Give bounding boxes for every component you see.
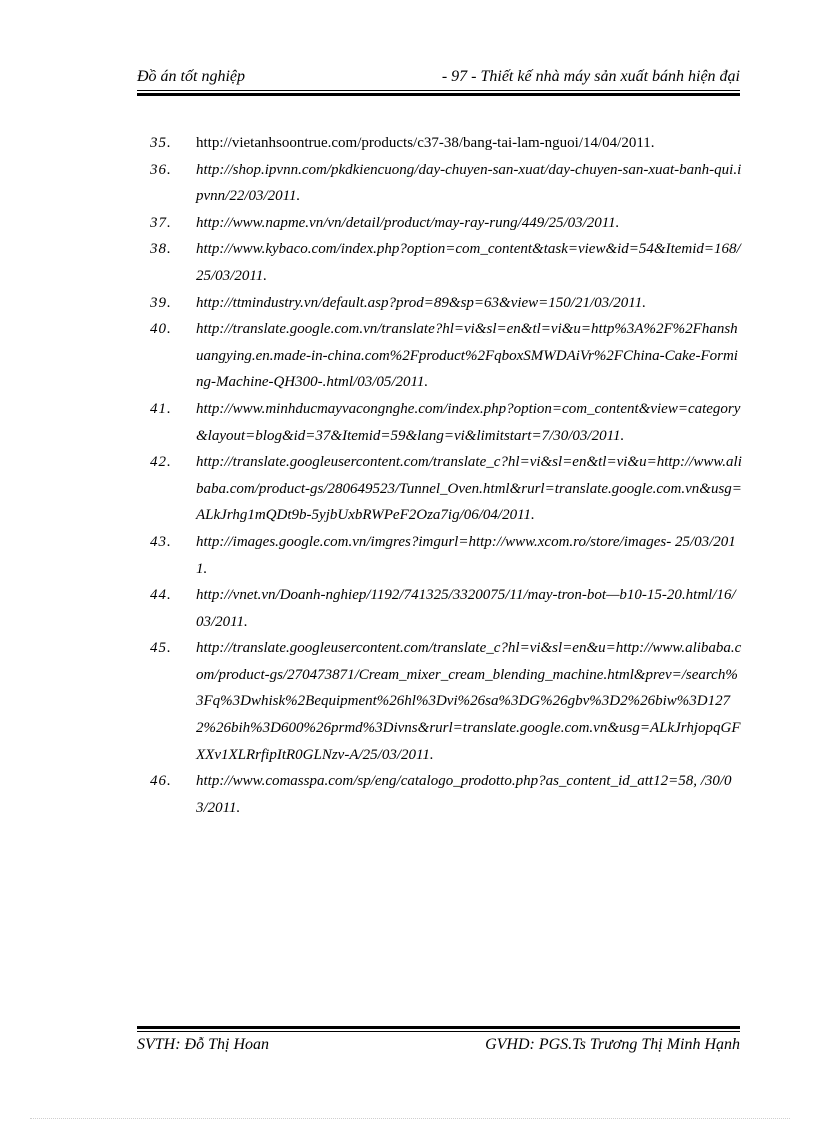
reference-item bbox=[150, 236, 742, 289]
reference-number: 42. bbox=[150, 454, 172, 471]
reference-number: 37. bbox=[150, 214, 172, 231]
reference-item bbox=[150, 635, 742, 768]
reference-number: 46. bbox=[150, 773, 172, 790]
reference-url: http://translate.google.com.vn/translate?hl=vi&sl=en&tl=vi&u=http%3A%2F%2Fhanshuangying.en.made-in-china.com%2Fproduct%2FqboxSMWDAiVr%2FChina-Cake-Forming-Machine-QH300-.html/03/05/2011. bbox=[196, 321, 738, 391]
reference-item bbox=[150, 210, 742, 237]
header-page-info: - 97 - Thiết kế nhà máy sản xuất bánh hiện đại bbox=[441, 68, 740, 85]
reference-url: http://www.napme.vn/vn/detail/product/may-ray-rung/449/25/03/2011. bbox=[196, 214, 620, 231]
reference-item bbox=[150, 768, 742, 821]
reference-item bbox=[150, 130, 742, 157]
reference-item bbox=[150, 449, 742, 529]
reference-item bbox=[150, 290, 742, 317]
reference-number: 43. bbox=[150, 533, 172, 550]
reference-url: http://www.kybaco.com/index.php?option=com_content&task=view&id=54&Itemid=168/25/03/2011. bbox=[196, 241, 741, 284]
footer-rule-thick bbox=[137, 1026, 740, 1029]
reference-number: 41. bbox=[150, 400, 172, 417]
header-title: Đồ án tốt nghiệp bbox=[137, 68, 245, 85]
reference-list bbox=[150, 130, 742, 821]
header-rule-thick bbox=[137, 93, 740, 96]
page-footer bbox=[137, 1036, 740, 1058]
reference-item bbox=[150, 316, 742, 396]
reference-item bbox=[150, 529, 742, 582]
page-header bbox=[137, 68, 740, 90]
footer-rule-thin bbox=[137, 1031, 740, 1032]
reference-url: http://translate.googleusercontent.com/translate_c?hl=vi&sl=en&u=http://www.alibaba.com/product-gs/270473871/Cream_mixer_cream_blending_machine.html&prev=/search%3Fq%3Dwhisk%2Bequipment%26hl%3Dvi%26sa%3DG%26gbv%3D2%26biw%3D1272%26bih%3D600%26prmd%3Divns&rurl=translate.google.com.vn&usg=ALkJrhjopqGFXXv1XLRrfipItR0GLNzv-A/25/03/2011. bbox=[196, 640, 742, 763]
reference-url: http://www.minhducmayvacongnghe.com/index.php?option=com_content&view=category&layout=blog&id=37&Itemid=59&lang=vi&limitstart=7/30/03/2011. bbox=[196, 400, 741, 444]
reference-number: 45. bbox=[150, 640, 172, 657]
reference-item bbox=[150, 157, 742, 210]
reference-number: 35. bbox=[150, 135, 172, 151]
footer-advisor: GVHD: PGS.Ts Trương Thị Minh Hạnh bbox=[485, 1036, 740, 1053]
reference-item bbox=[150, 582, 742, 635]
header-rule-thin bbox=[137, 90, 740, 91]
footer-student: SVTH: Đỗ Thị Hoan bbox=[137, 1036, 270, 1053]
reference-url: http://images.google.com.vn/imgres?imgurl=http://www.xcom.ro/store/images- 25/03/2011. bbox=[196, 533, 736, 577]
reference-url: http://shop.ipvnn.com/pkdkiencuong/day-chuyen-san-xuat/day-chuyen-san-xuat-banh-qui.ipvnn/22/03/2011. bbox=[196, 161, 742, 205]
reference-url: http://vietanhsoontrue.com/products/c37-38/bang-tai-lam-nguoi/14/04/2011. bbox=[196, 135, 655, 151]
reference-number: 39. bbox=[150, 294, 172, 311]
reference-url: http://vnet.vn/Doanh-nghiep/1192/741325/3320075/11/may-tron-bot—b10-15-20.html/16/03/2011. bbox=[196, 587, 736, 630]
reference-number: 40. bbox=[150, 321, 172, 338]
reference-url: http://www.comasspa.com/sp/eng/catalogo_prodotto.php?as_content_id_att12=58, /30/03/2011. bbox=[196, 773, 732, 816]
reference-item bbox=[150, 396, 742, 449]
page-bottom-divider bbox=[30, 1118, 790, 1119]
reference-number: 36. bbox=[150, 161, 172, 178]
reference-number: 38. bbox=[150, 241, 172, 258]
reference-number: 44. bbox=[150, 587, 172, 604]
reference-url: http://translate.googleusercontent.com/translate_c?hl=vi&sl=en&tl=vi&u=http://www.alibaba.com/product-gs/280649523/Tunnel_Oven.html&rurl=translate.google.com.vn&usg=ALkJrhg1mQDt9b-5yjbUxbRWPeF2Oza7ig/06/04/2011. bbox=[196, 454, 742, 524]
reference-url: http://ttmindustry.vn/default.asp?prod=89&sp=63&view=150/21/03/2011. bbox=[196, 294, 646, 311]
